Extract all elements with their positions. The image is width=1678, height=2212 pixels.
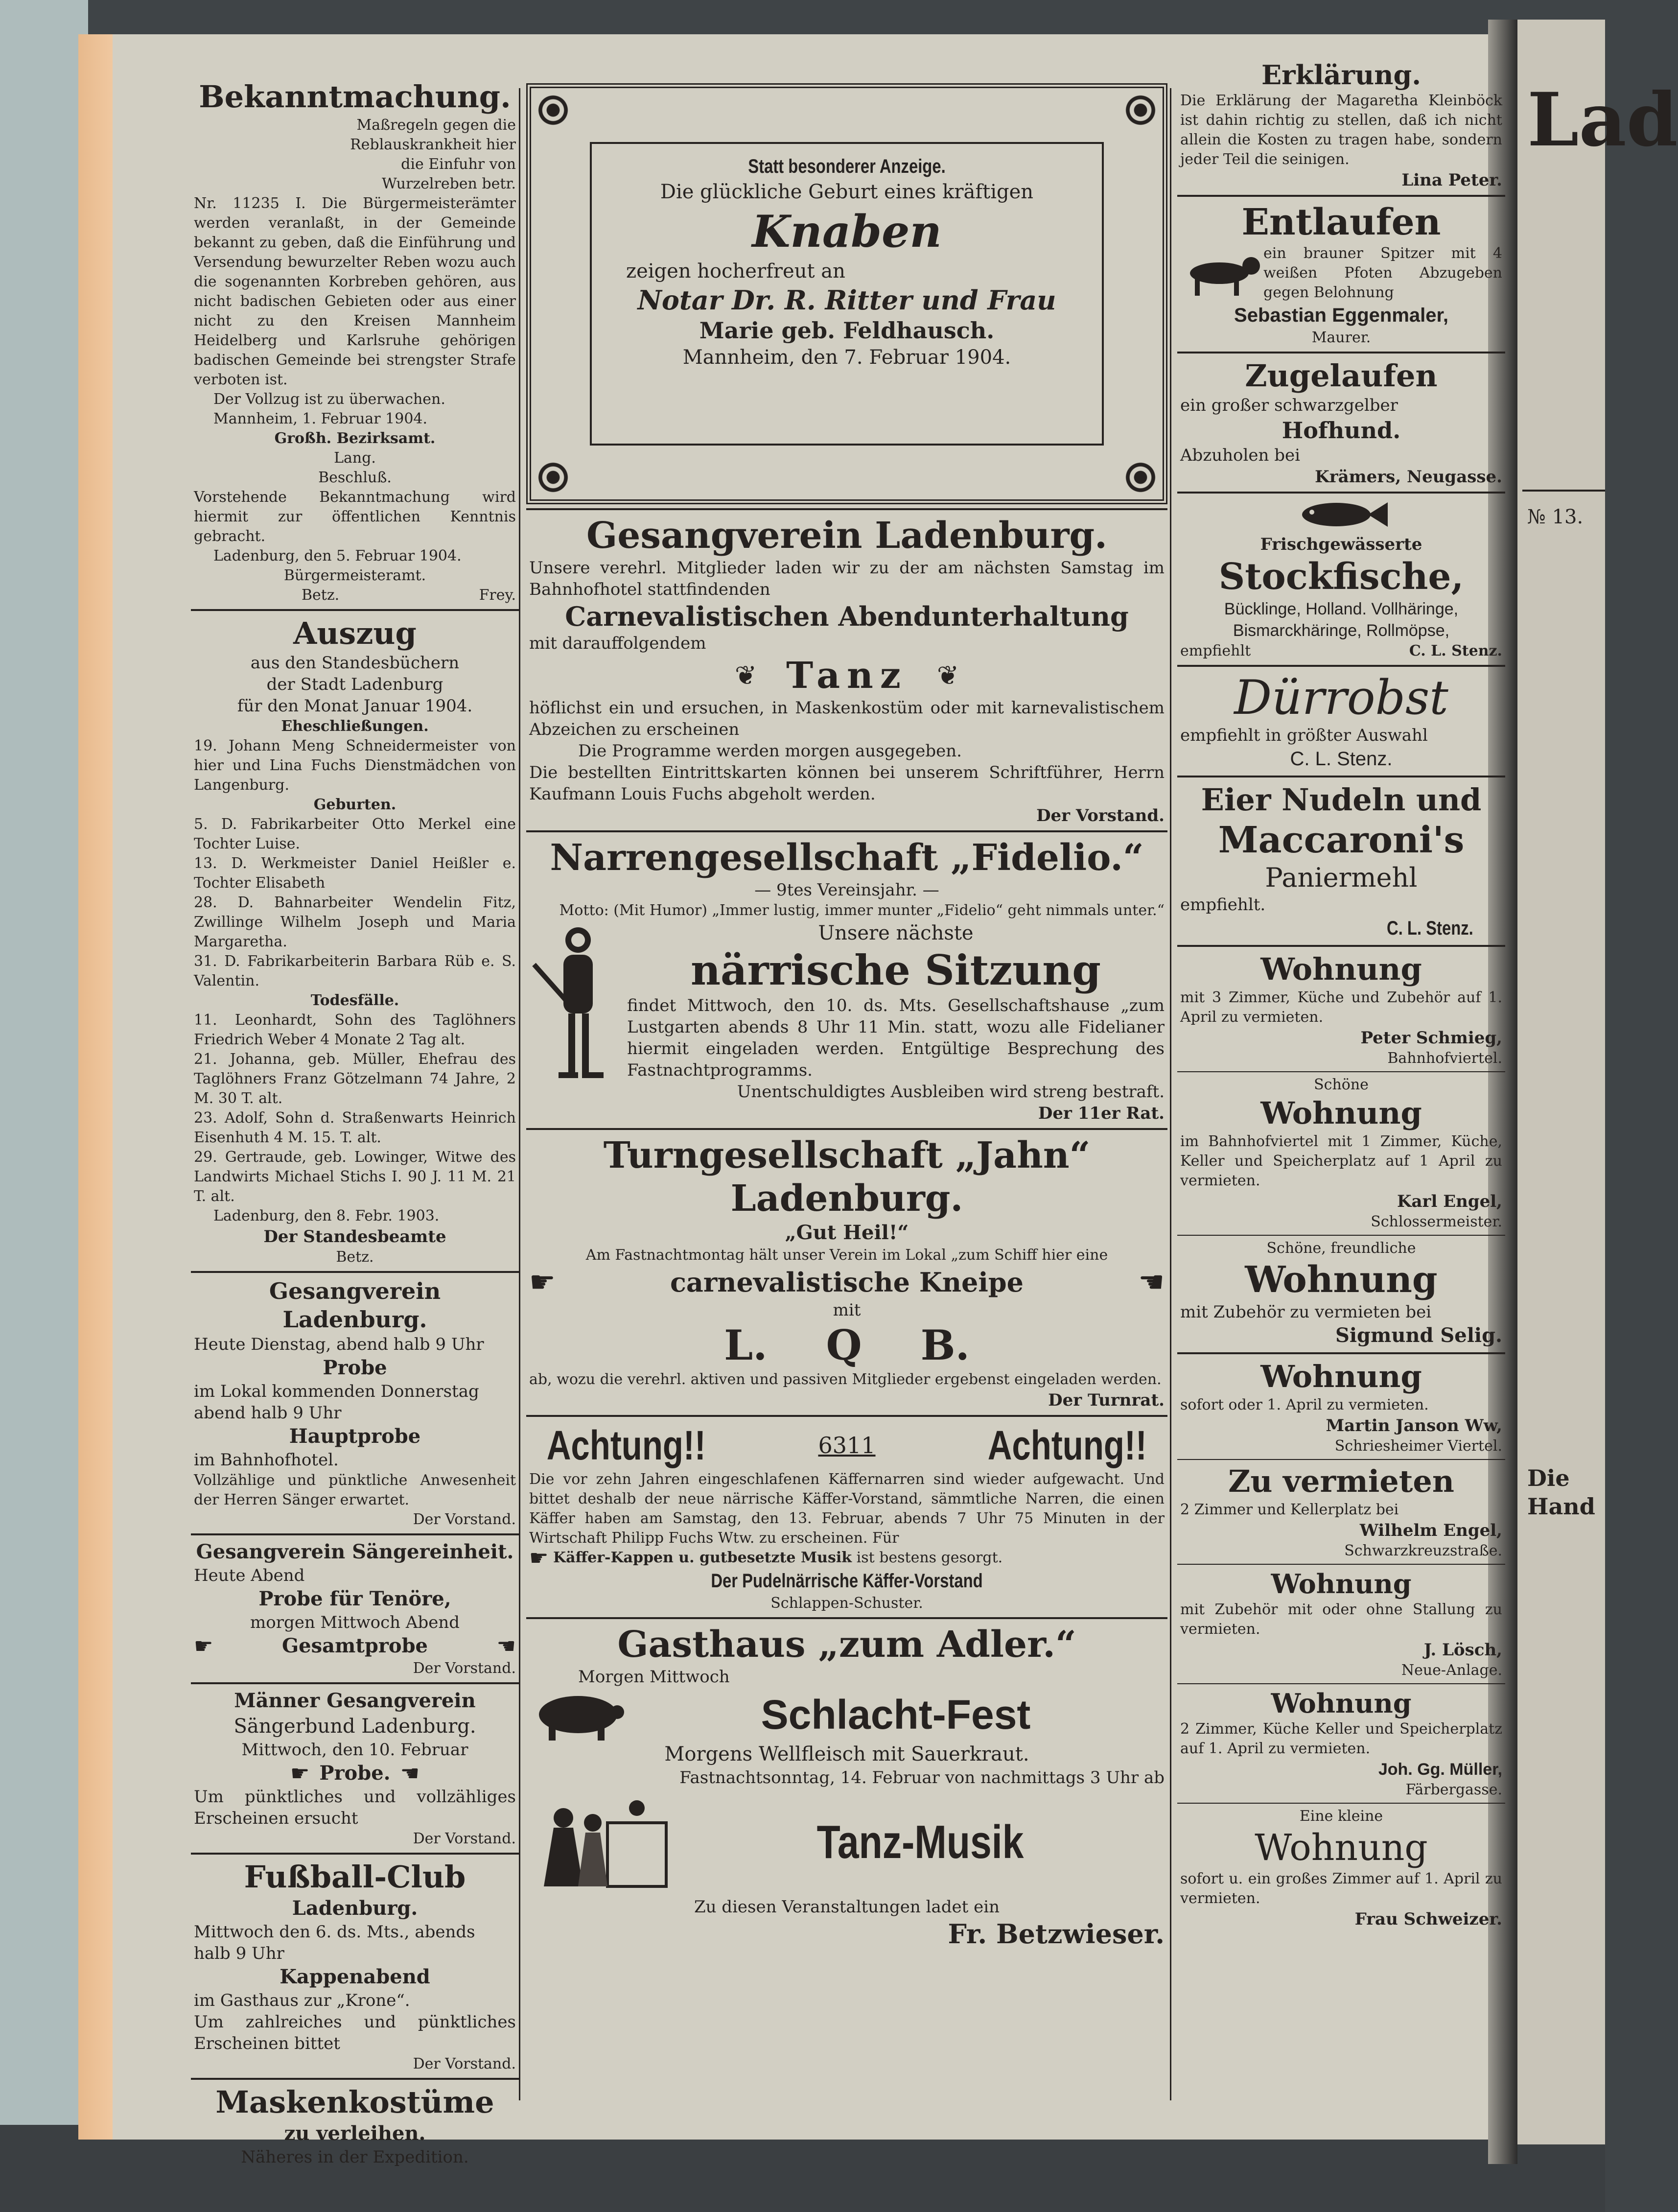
jahn-body: ab, wozu die verehrl. aktiven und passiven Mitglieder ergebenst eingeladen werden. — [529, 1371, 1162, 1388]
achtung-right: Achtung!! — [988, 1422, 1147, 1468]
divider — [1177, 945, 1505, 947]
entlaufen-title: Entlaufen — [1241, 201, 1441, 243]
birth-entry: 28. D. Bahnarbeiter Wendelin Fitz, Zwillinge Wilhelm Joseph und Maria Margaretha. — [194, 894, 516, 950]
saengereinheit-probe: Probe für Tenöre, — [258, 1587, 451, 1610]
vermieten-title: Zu vermieten — [1228, 1463, 1454, 1499]
achtung-body-bold: Käffer-Kappen u. gutbesetzte Musik — [553, 1549, 852, 1566]
wohnung2-body: im Bahnhofviertel mit 1 Zimmer, Küche, Keller und Speicherplatz auf 1 April zu vermieten. — [1180, 1133, 1502, 1189]
divider — [526, 830, 1167, 832]
gesang-event: Carnevalistischen Abendunterhaltung — [565, 601, 1129, 632]
zugelaufen-name: Krämers, Neugasse. — [1315, 467, 1502, 487]
pointing-hand-left-icon: ☚ — [1138, 1265, 1165, 1299]
erklaerung-signer: Lina Peter. — [1401, 170, 1502, 190]
wohnung6-name: Joh. Gg. Müller, — [1378, 1760, 1502, 1779]
birth-header: Statt besonderer Anzeige. — [748, 156, 946, 177]
saengereinheit-line1: Heute Abend — [194, 1566, 305, 1585]
duerrobst-line1: empfiehlt in größter Auswahl — [1180, 726, 1428, 745]
next-page-strip — [1517, 20, 1678, 2144]
gesang-line2: mit darauffolgendem — [529, 634, 706, 653]
gesangverein-line1: Heute Dienstag, abend halb 9 Uhr — [194, 1335, 484, 1354]
gesang-tanz: Tanz — [786, 655, 908, 697]
birth-announcement-frame — [526, 83, 1167, 504]
divider — [526, 1128, 1167, 1130]
divider — [1177, 1564, 1505, 1565]
jahn-signer: Der Turnrat. — [1048, 1390, 1165, 1410]
dog-icon — [1180, 249, 1263, 298]
stockfisch-line1: Frischgewässerte — [1260, 535, 1422, 554]
jahn-kneipe: carnevalistische Kneipe — [670, 1267, 1024, 1298]
jahn-letter-b: B. — [920, 1321, 970, 1369]
saengereinheit-gesamtprobe: Gesamtprobe — [282, 1634, 428, 1657]
divider — [191, 1533, 519, 1535]
fussball-subtitle: Ladenburg. — [292, 1897, 418, 1920]
next-page-heading: Die Hand — [1527, 1465, 1595, 1520]
fidelio-body2: Unentschuldigtes Ausbleiben wird streng bestraft. — [737, 1082, 1165, 1102]
deaths-head: Todesfälle. — [310, 992, 399, 1009]
saengereinheit-line2: morgen Mittwoch Abend — [250, 1613, 460, 1632]
ornament-corner — [1119, 455, 1163, 499]
divider — [1177, 1352, 1505, 1354]
fidelio-event: närrische Sitzung — [690, 946, 1101, 994]
divider — [1177, 665, 1505, 667]
divider — [1177, 195, 1505, 197]
eier-title: Eier Nudeln und — [1201, 782, 1482, 818]
gesangverein-line2: im Lokal kommenden Donnerstag abend halb 9 Uhr — [194, 1382, 479, 1423]
wohnung2-pre: Schöne — [1314, 1076, 1369, 1093]
adler-line1: Morgen Mittwoch — [578, 1667, 730, 1687]
fussball-title: Fußball-Club — [244, 1859, 466, 1895]
wohnung1-title: Wohnung — [1260, 951, 1422, 987]
maenner-probe: Probe. — [319, 1762, 391, 1785]
wohnung7-body: sofort u. ein großes Zimmer auf 1. April zu vermieten. — [1180, 1870, 1502, 1907]
pointing-hand-right-icon: ☛ — [194, 1633, 213, 1659]
fidelio-year: — 9tes Vereinsjahr. — — [754, 880, 939, 900]
adler-line3: Fastnachtsonntag, 14. Februar von nachmittags 3 Uhr ab — [679, 1768, 1165, 1788]
column-left — [191, 78, 519, 2167]
birth-knaben: Knaben — [752, 206, 942, 258]
bekanntmachung-subject: Maßregeln gegen die Reblauskrankheit hier die Einfuhr von Wurzelreben betr. — [350, 117, 516, 192]
stockfisch-line4: empfiehlt — [1180, 642, 1251, 659]
beschluss-body: Vorstehende Bekanntmachung wird hiermit zur öffentlichen Kenntnis gebracht. — [194, 489, 516, 545]
fussball-line2: im Gasthaus zur „Krone“. — [194, 1991, 410, 2010]
bekanntmachung-body2: Der Vollzug ist zu überwachen. — [213, 391, 445, 408]
achtung-signer: Der Pudelnärrische Käffer-Vorstand — [711, 1570, 983, 1592]
birth-line2: zeigen hocherfreut an — [626, 260, 845, 282]
divider — [191, 609, 519, 611]
auszug-signer: Betz. — [336, 1248, 374, 1266]
wohnung3-body: mit Zubehör zu vermieten bei — [1180, 1302, 1432, 1322]
divider — [1177, 1459, 1505, 1460]
divider — [191, 1853, 519, 1855]
divider — [1177, 1071, 1505, 1072]
erklaerung-title: Erklärung. — [1261, 59, 1422, 91]
eier-sub: Paniermehl — [1265, 862, 1418, 893]
achtung-body-end: ist bestens gesorgt. — [856, 1549, 1003, 1566]
gesang-body: Unsere verehrl. Mitglieder laden wir zu der am nächsten Samstag im Bahnhofhotel stattfindenden — [529, 558, 1165, 599]
gesangverein-hauptprobe: Hauptprobe — [289, 1425, 421, 1448]
divider — [1177, 1683, 1505, 1684]
divider — [191, 2078, 519, 2080]
wohnung3-title: Wohnung — [1245, 1259, 1438, 1301]
fidelio-motto: Motto: (Mit Humor) „Immer lustig, immer munter „Fidelio“ geht nimmals unter.“ — [559, 902, 1165, 919]
fidelio-title: Narrengesellschaft „Fidelio.“ — [550, 837, 1144, 879]
wohnung7-title: Wohnung — [1255, 1827, 1428, 1869]
jahn-letter-l: L. — [724, 1321, 768, 1369]
vermieten-body: 2 Zimmer und Kellerplatz bei — [1180, 1501, 1399, 1518]
maenner-line1: Mittwoch, den 10. Februar — [241, 1740, 468, 1760]
achtung-left: Achtung!! — [546, 1422, 706, 1468]
masken-title: Maskenkostüme — [215, 2084, 494, 2120]
dancers-illustration — [529, 1788, 676, 1896]
stockfisch-line3: Bismarckhäringe, Rollmöpse, — [1233, 621, 1450, 640]
stockfisch-signer: C. L. Stenz. — [1409, 642, 1502, 659]
eier-signer: C. L. Stenz. — [1387, 918, 1473, 939]
beschluss-date: Ladenburg, den 5. Februar 1904. — [213, 547, 462, 565]
birth-date: Mannheim, den 7. Februar 1904. — [682, 346, 1011, 369]
stockfisch-line2: Bücklinge, Holland. Vollhäringe, — [1224, 600, 1459, 618]
beschluss-sig-left: Betz. — [302, 587, 340, 604]
wohnung1-body: mit 3 Zimmer, Küche und Zubehör auf 1. April zu vermieten. — [1180, 989, 1502, 1026]
zugelaufen-line1: ein großer schwarzgelber — [1180, 396, 1398, 415]
auszug-office: Der Standesbeamte — [263, 1227, 446, 1247]
fish-icon — [1292, 497, 1390, 532]
jahn-greeting: „Gut Heil!“ — [785, 1221, 909, 1244]
birth-entry: 31. D. Fabrikarbeiterin Barbara Rüb e. S. Valentin. — [194, 953, 516, 989]
adler-title: Gasthaus „zum Adler.“ — [617, 1624, 1076, 1666]
adler-event: Schlacht-Fest — [761, 1692, 1031, 1738]
masken-line2: Näheres in der Expedition. — [241, 2147, 469, 2167]
auszug-date: Ladenburg, den 8. Febr. 1903. — [213, 1207, 440, 1224]
maenner-title: Männer Gesangverein — [234, 1689, 476, 1712]
jahn-title: Turngesellschaft „Jahn“ Ladenburg. — [603, 1134, 1091, 1220]
ornament-corner — [531, 88, 575, 132]
ornament-corner — [531, 455, 575, 499]
pointing-hand-right-icon: ☛ — [529, 1546, 549, 1571]
background-board — [0, 0, 88, 2212]
divider — [191, 1682, 519, 1684]
divider — [526, 508, 1167, 510]
wohnung2-title: Wohnung — [1260, 1095, 1422, 1131]
wohnung4-body: sofort oder 1. April zu vermieten. — [1180, 1396, 1429, 1413]
adler-musik: Tanz-Musik — [816, 1816, 1024, 1868]
pointing-hand-right-icon: ☛ — [529, 1265, 556, 1299]
maenner-line2: Um pünktliches und vollzähliges Erscheinen ersucht — [194, 1787, 516, 1828]
divider — [526, 1415, 1167, 1417]
marriages-head: Eheschließungen. — [281, 718, 429, 735]
stockfisch-title: Stockfische, — [1218, 556, 1464, 598]
wohnung4-name: Martin Janson Ww, — [1326, 1416, 1502, 1435]
divider — [1177, 1803, 1505, 1804]
wohnung4-place: Schriesheimer Viertel. — [1334, 1437, 1502, 1455]
gesang-body3: Die Programme werden morgen ausgegeben. — [578, 741, 962, 761]
next-page-rule — [1522, 490, 1605, 492]
fidelio-signer: Der 11er Rat. — [1038, 1104, 1165, 1123]
birth-line1: Die glückliche Geburt eines kräftigen — [660, 181, 1034, 203]
gesang-body4: Die bestellten Eintrittskarten können bei unserem Schriftführer, Herrn Kaufmann Louis Fuchs abgeholt werden. — [529, 763, 1165, 804]
entlaufen-trade: Maurer. — [1311, 329, 1371, 346]
adler-signer: Fr. Betzwieser. — [948, 1918, 1165, 1950]
gesangverein-signer: Der Vorstand. — [413, 1511, 516, 1528]
auszug-title: Auszug — [293, 615, 417, 651]
death-entry: 11. Leonhardt, Sohn des Taglöhners Friedrich Weber 4 Monate 2 Tag alt. — [194, 1012, 516, 1048]
births-head: Geburten. — [313, 796, 396, 813]
wohnung2-trade: Schlossermeister. — [1371, 1213, 1502, 1230]
beschluss-sig-right: Frey. — [479, 587, 516, 604]
wohnung6-title: Wohnung — [1271, 1688, 1412, 1719]
gesangverein-title: Gesangverein Ladenburg. — [269, 1278, 441, 1333]
auszug-line2: der Stadt Ladenburg — [266, 675, 443, 694]
eier-line1: empfiehlt. — [1180, 895, 1266, 915]
bekanntmachung-body: Nr. 11235 I. Die Bürgermeisterämter werden veranlaßt, in der Gemeinde bekannt zu geben, daß die Einführung und Versendung bewurzelter Reben wozu auch die sogenannten Korbreben gehören, aus nicht badischen Gebieten oder aus einer nicht zu den Kreisen Mannheim Heidelberg und Karlsruhe gehörigen badischen Gemeinde bei strengster Strafe verboten ist. — [194, 195, 516, 388]
birth-entry: 13. D. Werkmeister Daniel Heißler e. Tochter Elisabeth — [194, 855, 516, 892]
gesangverein-line4: Vollzählige und pünktliche Anwesenheit der Herren Sänger erwartet. — [194, 1472, 516, 1508]
divider — [191, 1271, 519, 1273]
adler-line2: Morgens Wellfleisch mit Sauerkraut. — [664, 1743, 1029, 1765]
beschluss-office: Bürgermeisteramt. — [283, 567, 426, 584]
duerrobst-title: Dürrobst — [1234, 670, 1448, 725]
next-page-masthead: Lad — [1527, 77, 1678, 163]
gesang-title: Gesangverein Ladenburg. — [586, 515, 1107, 557]
next-page-issue: № 13. — [1527, 506, 1584, 528]
achtung-number: 6311 — [818, 1432, 876, 1459]
wohnung3-pre: Schöne, freundliche — [1266, 1240, 1416, 1257]
divider — [1177, 352, 1505, 353]
auszug-line1: aus den Standesbüchern — [250, 653, 460, 673]
fussball-signer: Der Vorstand. — [413, 2055, 516, 2072]
fidelio-body: findet Mittwoch, den 10. ds. Mts. Gesellschaftshause „zum Lustgarten abends 8 Uhr 11 Min. statt, wozu alle Fidelianer hiermit eingeladen werden. Entgültige Besprechung des Fastnachtprogramms. — [627, 996, 1165, 1080]
wohnung1-place: Bahnhofviertel. — [1387, 1050, 1502, 1067]
jahn-mit: mit — [833, 1300, 861, 1320]
gesang-signer: Der Vorstand. — [1036, 806, 1165, 825]
achtung-signer2: Schlappen-Schuster. — [770, 1595, 923, 1612]
wohnung5-name: J. Lösch, — [1423, 1640, 1502, 1660]
masken-line1: zu verleihen. — [284, 2122, 426, 2145]
fidelio-line1: Unsere nächste — [818, 922, 974, 944]
page-edge — [78, 34, 113, 2140]
pig-icon — [529, 1688, 627, 1741]
divider — [526, 1617, 1167, 1619]
wohnung5-body: mit Zubehör mit oder ohne Stallung zu vermieten. — [1180, 1601, 1502, 1638]
fussball-line3: Um zahlreiches und pünktliches Erscheinen bittet — [194, 2012, 516, 2053]
beschluss-head: Beschluß. — [318, 469, 392, 486]
wohnung6-body: 2 Zimmer, Küche Keller und Speicherplatz auf 1. April zu vermieten. — [1180, 1720, 1502, 1757]
death-entry: 23. Adolf, Sohn d. Straßenwarts Heinrich Eisenhuth 4 M. 15. T. alt. — [194, 1109, 516, 1146]
marriages-entry: 19. Johann Meng Schneidermeister von hier und Lina Fuchs Dienstmädchen von Langenburg. — [194, 737, 516, 794]
divider — [1177, 1235, 1505, 1236]
ornament-corner — [1119, 88, 1163, 132]
vermieten-place: Schwarzkreuzstraße. — [1344, 1542, 1502, 1559]
divider — [1177, 776, 1505, 777]
erklaerung-body: Die Erklärung der Magaretha Kleinböck ist dahin richtig zu stellen, daß ich nicht allein die Kosten zu tragen habe, sondern jeder Teil die seinigen. — [1180, 92, 1502, 168]
duerrobst-signer: C. L. Stenz. — [1290, 748, 1393, 770]
birth-announcement — [590, 142, 1104, 446]
wohnung5-place: Neue-Anlage. — [1401, 1662, 1502, 1679]
maenner-signer: Der Vorstand. — [413, 1830, 516, 1847]
bekanntmachung-authority: Großh. Bezirksamt. — [274, 430, 436, 447]
jester-figure — [529, 920, 627, 1124]
eier-title2: Maccaroni's — [1218, 819, 1465, 861]
wohnung7-pre: Eine kleine — [1299, 1808, 1383, 1825]
jahn-letter-q: Q — [826, 1321, 862, 1369]
entlaufen-name: Sebastian Eggenmaler, — [1234, 305, 1448, 326]
auszug-line3: für den Monat Januar 1904. — [237, 696, 473, 716]
ornament-right: ❦ — [936, 660, 959, 691]
wohnung6-place: Färbergasse. — [1405, 1781, 1502, 1798]
zugelaufen-line2: Abzuholen bei — [1180, 446, 1300, 465]
column-middle — [526, 83, 1167, 2110]
divider — [1177, 492, 1505, 494]
column-rule-right — [1170, 88, 1171, 2100]
fussball-kappenabend: Kappenabend — [280, 1965, 430, 1988]
adler-line4: Zu diesen Veranstaltungen ladet ein — [694, 1897, 1000, 1917]
ornament-left: ❦ — [734, 660, 757, 691]
entlaufen-body: ein brauner Spitzer mit 4 weißen Pfoten Abzugeben gegen Belohnung — [1263, 245, 1502, 301]
column-right — [1177, 59, 1505, 2110]
wohnung5-title: Wohnung — [1271, 1568, 1412, 1600]
wohnung3-name: Sigmund Selig. — [1335, 1324, 1502, 1347]
zugelaufen-hofhund: Hofhund. — [1282, 417, 1401, 444]
pointing-hand-right-icon: ☛ — [290, 1761, 310, 1786]
bekanntmachung-date: Mannheim, 1. Februar 1904. — [213, 410, 428, 427]
vermieten-name: Wilhelm Engel, — [1359, 1521, 1502, 1540]
birth-entry: 5. D. Fabrikarbeiter Otto Merkel eine Tochter Luise. — [194, 816, 516, 852]
maenner-subtitle: Sängerbund Ladenburg. — [233, 1715, 476, 1738]
death-entry: 29. Gertraude, geb. Lowinger, Witwe des Landwirts Michael Stichs I. 90 J. 11 M. 21 T. alt. — [194, 1149, 516, 1205]
pointing-hand-left-icon: ☚ — [496, 1633, 516, 1659]
wohnung7-name: Frau Schweizer. — [1354, 1909, 1502, 1929]
achtung-body: Die vor zehn Jahren eingeschlafenen Käffernarren sind wieder aufgewacht. Und bittet deshalb der neue närrische Käffer-Vorstand, sämmtliche Narren, die einen Käffer haben am Samstag, den 13. Februar, abends 7 Uhr 75 Minuten in der Wirtschaft Philipp Fuchs Wtw. zu erscheinen. Für — [529, 1471, 1165, 1547]
death-entry: 21. Johanna, geb. Müller, Ehefrau des Taglöhners Franz Götzelmann 74 Jahre, 2 M. 30 T. alt. — [194, 1051, 516, 1107]
bekanntmachung-signer: Lang. — [334, 449, 376, 467]
zugelaufen-title: Zugelaufen — [1245, 358, 1438, 394]
wohnung2-name: Karl Engel, — [1397, 1192, 1502, 1211]
bekanntmachung-title: Bekanntmachung. — [199, 79, 511, 115]
column-rule-left — [519, 88, 520, 2100]
saengereinheit-title: Gesangverein Sängereinheit. — [196, 1540, 514, 1563]
fussball-line1: Mittwoch den 6. ds. Mts., abends halb 9 Uhr — [194, 1922, 475, 1963]
birth-names: Notar Dr. R. Ritter und Frau — [637, 284, 1056, 316]
saengereinheit-signer: Der Vorstand. — [413, 1660, 516, 1677]
gesang-body2: höflichst ein und ersuchen, in Maskenkostüm oder mit karnevalistischem Abzeichen zu erscheinen — [529, 698, 1165, 739]
birth-wife: Marie geb. Feldhausch. — [699, 317, 995, 344]
wohnung4-title: Wohnung — [1260, 1359, 1422, 1394]
wohnung1-name: Peter Schmieg, — [1360, 1028, 1502, 1048]
gesangverein-probe: Probe — [323, 1356, 387, 1379]
pointing-hand-left-icon: ☚ — [400, 1761, 420, 1786]
gesangverein-line3: im Bahnhofhotel. — [194, 1450, 339, 1470]
jahn-line1: Am Fastnachtmontag hält unser Verein im Lokal „zum Schiff hier eine — [585, 1247, 1108, 1264]
